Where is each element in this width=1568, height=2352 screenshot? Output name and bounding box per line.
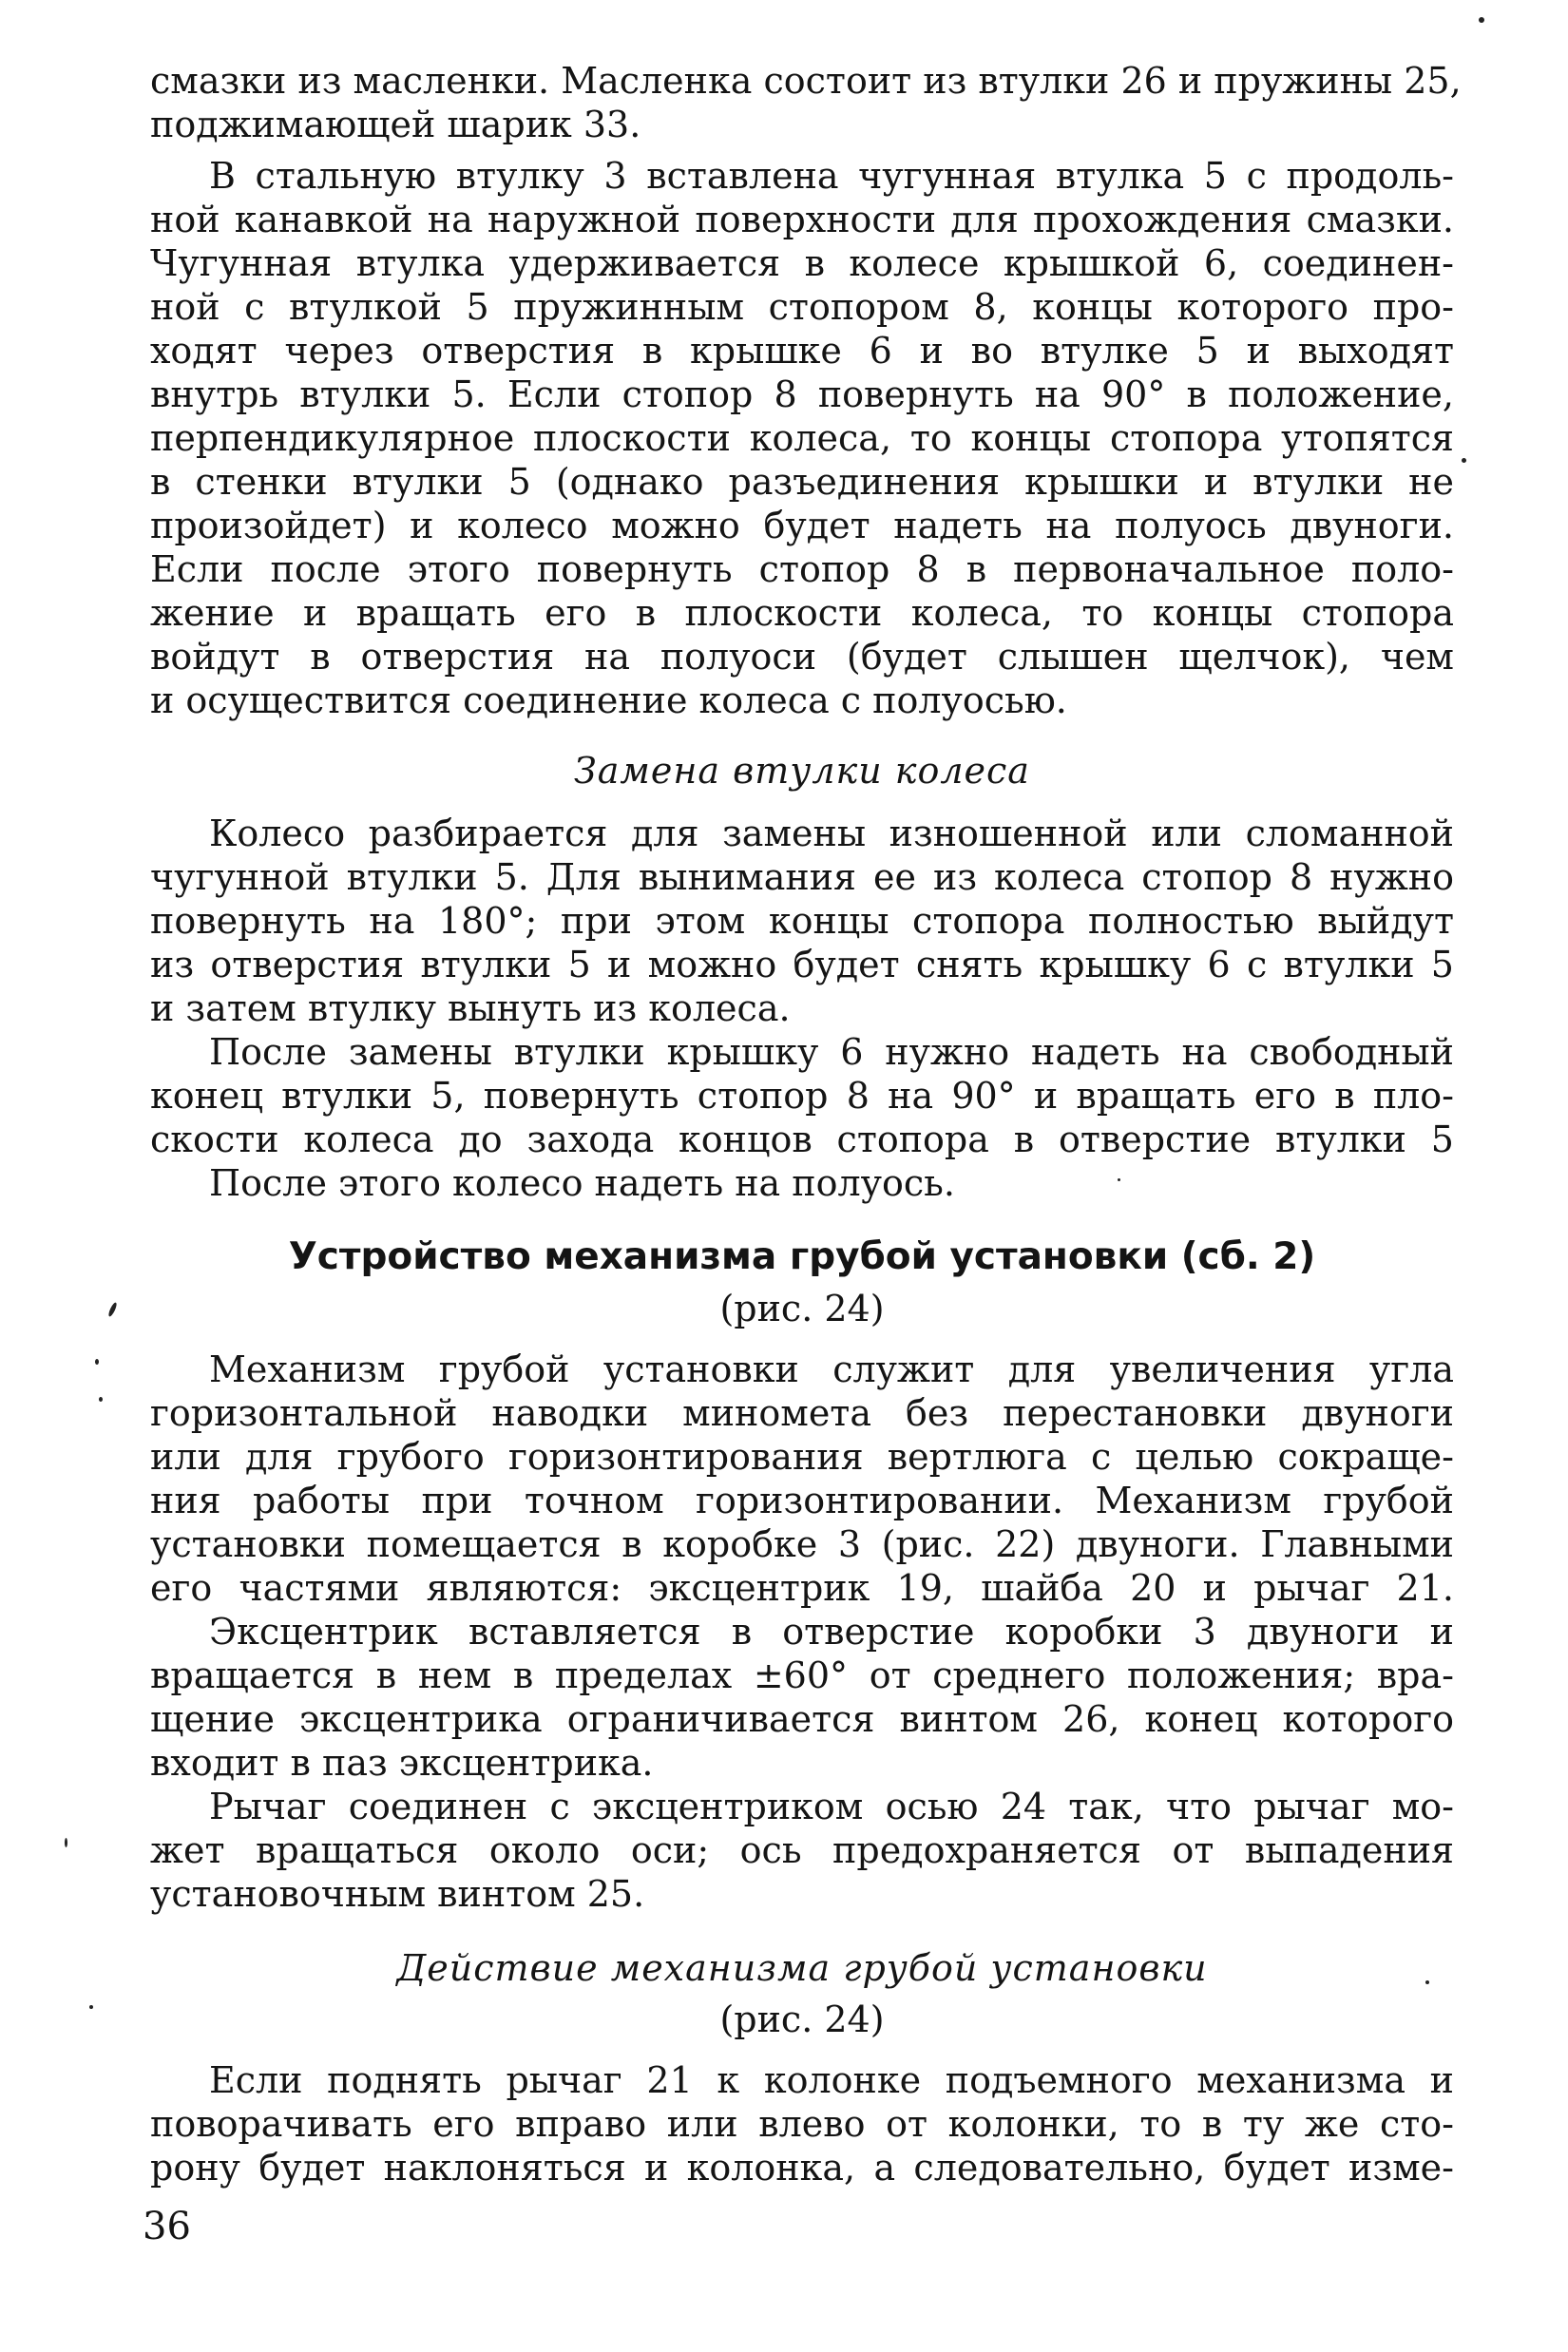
text-line: установочным винтом 25. — [150, 1873, 645, 1915]
text-line: Чугунная втулка удерживается в колесе крышкой 6, соединен- — [150, 242, 1454, 284]
text-line: Рычаг соединен с эксцентриком осью 24 так, что рычаг мо- — [209, 1786, 1454, 1827]
scan-speck — [1462, 458, 1466, 463]
text-line: скости колеса до захода концов стопора в отверстие втулки 5 — [150, 1119, 1454, 1160]
text-line: войдут в отверстия на полуоси (будет слышен щелчок), чем — [150, 636, 1454, 678]
scan-speck — [107, 1302, 118, 1318]
text-line: Эксцентрик вставляется в отверстие коробки 3 двуноги и — [209, 1611, 1454, 1653]
text-line: Если после этого повернуть стопор 8 в первоначальное поло- — [150, 548, 1454, 590]
text-line: произойдет) и колесо можно будет надеть на полуось двуноги. — [150, 505, 1454, 546]
page-number: 36 — [143, 2205, 191, 2248]
text-line: и затем втулку вынуть из колеса. — [150, 987, 791, 1029]
scan-speck — [65, 1838, 67, 1847]
text-line: вращается в нем в пределах ±60° от среднего положения; вра- — [150, 1654, 1454, 1696]
scan-speck — [95, 1359, 99, 1365]
figure-reference: (рис. 24) — [719, 1998, 885, 2040]
text-line: внутрь втулки 5. Если стопор 8 повернуть на 90° в положение, — [150, 373, 1454, 415]
section-heading: Действие механизма грубой установки — [396, 1947, 1208, 1989]
scan-speck — [1425, 1980, 1429, 1984]
text-line: входит в паз эксцентрика. — [150, 1742, 654, 1784]
text-line: установки помещается в коробке 3 (рис. 22) двуноги. Главными — [150, 1523, 1454, 1565]
text-line: жение и вращать его в плоскости колеса, то концы стопора — [150, 592, 1454, 634]
text-line: ходят через отверстия в крышке 6 и во втулке 5 и выходят — [150, 330, 1454, 372]
text-line: и осуществится соединение колеса с полуосью. — [150, 679, 1067, 721]
text-line: конец втулки 5, повернуть стопор 8 на 90° и вращать его в пло- — [150, 1075, 1454, 1117]
text-line: ной канавкой на наружной поверхности для прохождения смазки. — [150, 199, 1454, 240]
text-line: Механизм грубой установки служит для увеличения угла — [209, 1348, 1454, 1390]
text-line: его частями являются: эксцентрик 19, шайба 20 и рычаг 21. — [150, 1567, 1454, 1609]
text-line: горизонтальной наводки миномета без перестановки двуноги — [150, 1392, 1454, 1434]
text-line: повернуть на 180°; при этом концы стопора полностью выйдут — [150, 900, 1454, 942]
text-line: ной с втулкой 5 пружинным стопором 8, концы которого про- — [150, 286, 1454, 328]
text-line: чугунной втулки 5. Для вынимания ее из колеса стопор 8 нужно — [150, 856, 1454, 898]
text-line: в стенки втулки 5 (однако разъединения крышки и втулки не — [150, 461, 1454, 503]
text-line: из отверстия втулки 5 и можно будет снять крышку 6 с втулки 5 — [150, 944, 1454, 985]
text-line: поджимающей шарик 33. — [150, 104, 641, 145]
text-line: Если поднять рычаг 21 к колонке подъемного механизма и — [209, 2059, 1454, 2101]
text-line: В стальную втулку 3 вставлена чугунная втулка 5 с продоль- — [209, 155, 1454, 197]
text-line: После этого колесо надеть на полуось. — [209, 1162, 955, 1204]
text-line: Колесо разбирается для замены изношенной или сломанной — [209, 813, 1454, 854]
scan-speck — [89, 2005, 93, 2009]
text-line: жет вращаться около оси; ось предохраняется от выпадения — [150, 1829, 1454, 1871]
text-line: рону будет наклоняться и колонка, а следовательно, будет изме- — [150, 2147, 1454, 2189]
text-line: щение эксцентрика ограничивается винтом 26, конец которого — [150, 1698, 1454, 1740]
section-heading: Устройство механизма грубой установки (сб. 2) — [288, 1235, 1316, 1278]
section-heading: Замена втулки колеса — [574, 750, 1030, 792]
text-line: После замены втулки крышку 6 нужно надеть на свободный — [209, 1031, 1454, 1073]
figure-reference: (рис. 24) — [719, 1288, 885, 1329]
scan-speck — [1479, 17, 1484, 23]
scan-speck — [1118, 1178, 1120, 1181]
text-line: поворачивать его вправо или влево от колонки, то в ту же сто- — [150, 2103, 1454, 2145]
text-line: или для грубого горизонтирования вертлюга с целью сокраще- — [150, 1436, 1454, 1478]
text-line: смазки из масленки. Масленка состоит из втулки 26 и пружины 25, — [150, 60, 1462, 102]
text-line: ния работы при точном горизонтировании. Механизм грубой — [150, 1480, 1454, 1521]
text-line: перпендикулярное плоскости колеса, то концы стопора утопятся — [150, 417, 1454, 459]
scan-speck — [99, 1397, 103, 1402]
